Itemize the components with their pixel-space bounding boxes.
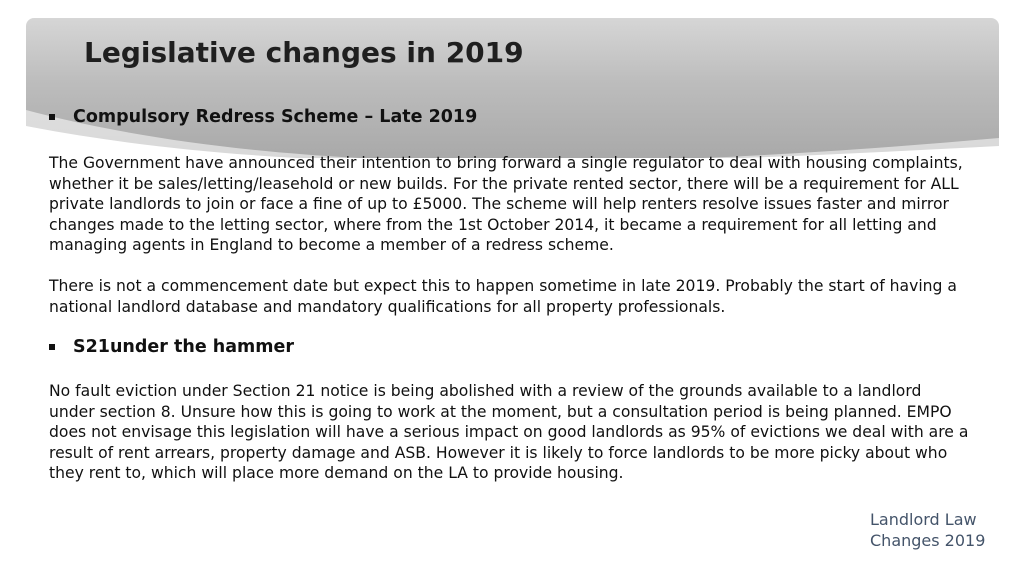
section-heading-redress xyxy=(49,107,477,127)
square-bullet-icon xyxy=(49,344,55,350)
footer-line-2: Changes 2019 xyxy=(870,531,986,550)
square-bullet-icon xyxy=(49,114,55,120)
section-heading-label: Compulsory Redress Scheme – Late 2019 xyxy=(73,107,478,127)
s21-paragraph: No fault eviction under Section 21 notice is being abolished with a review of the grounds available to a landlord under section 8. Unsure how this is going to work at the moment, but a consultation period is being planned. EMPO does not envisage this legislation will have a serious impact on good landlords as 95% of evictions we deal with are a result of rent arrears, property damage and ASB. However it is likely to force landlords to be more picky about who they rent to, which will place more demand on the LA to provide housing. xyxy=(49,382,969,482)
redress-paragraph-2: There is not a commencement date but expect this to happen sometime in late 2019. Probably the start of having a national landlord database and mandatory qualifications for all property professionals. xyxy=(49,277,957,316)
section-heading-label: S21under the hammer xyxy=(73,337,295,357)
footer-caption xyxy=(870,509,1010,551)
footer-line-1: Landlord Law xyxy=(870,510,977,529)
slide-title: Legislative changes in 2019 xyxy=(84,36,524,69)
redress-paragraph-1: The Government have announced their intention to bring forward a single regulator to deal with housing complaints, whether it be sales/letting/leasehold or new builds. For the private rented sector, there will be a requirement for ALL private landlords to join or face a fine of up to £5000. The scheme will help renters resolve issues faster and mirror changes made to the letting sector, where from the 1st October 2014, it became a requirement for all letting and managing agents in England to become a member of a redress scheme. xyxy=(49,154,963,254)
section-heading-s21 xyxy=(49,337,294,357)
